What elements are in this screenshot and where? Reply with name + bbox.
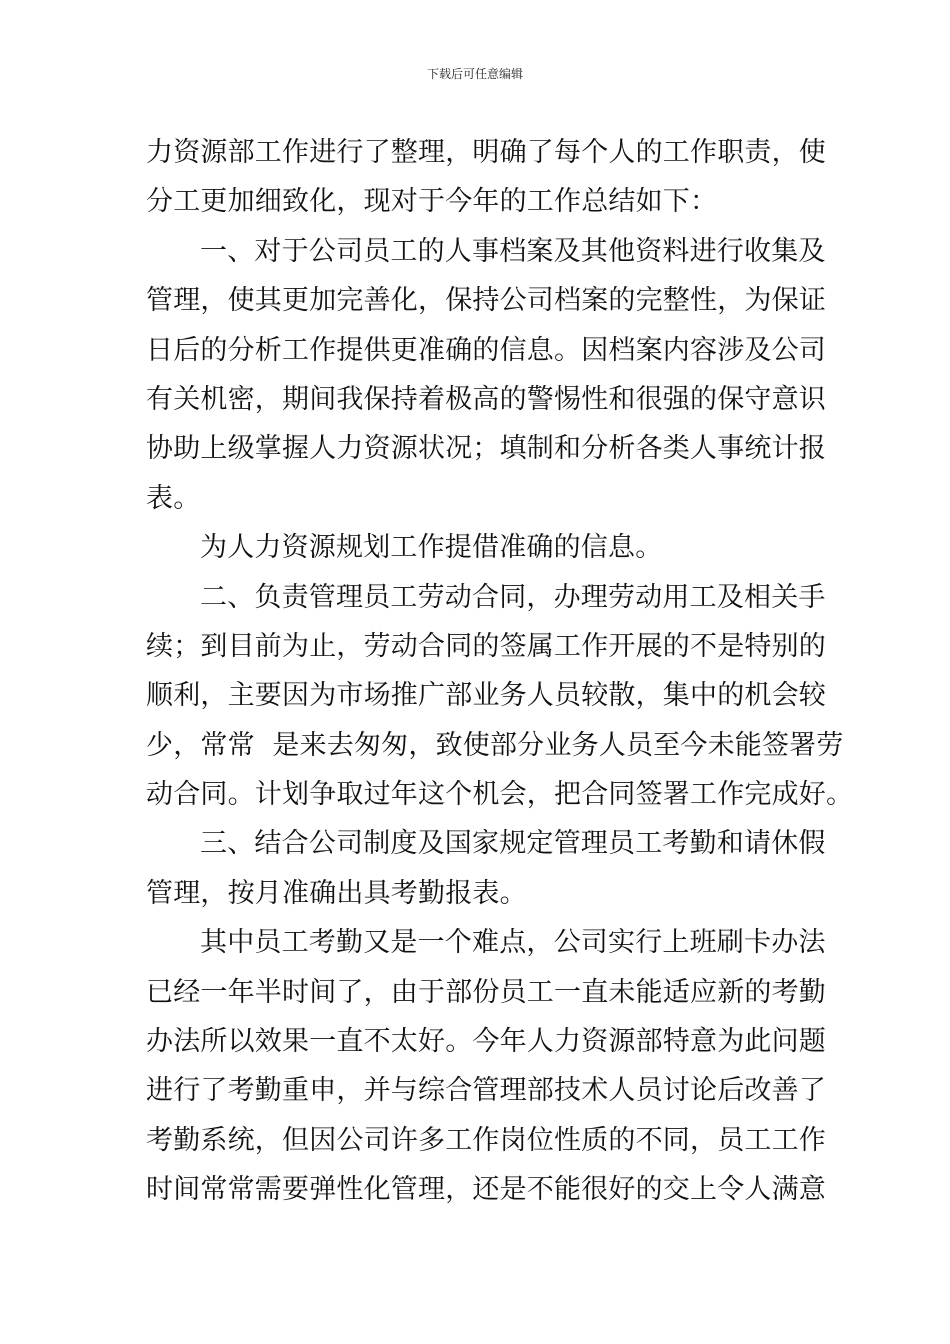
text-line: 考勤系统，但因公司许多工作岗位性质的不同，员工工作 [146, 1124, 826, 1156]
text-line: 顺利，主要因为市场推广部业务人员较散，集中的机会较 [146, 680, 826, 712]
text-line: 少，常常 是来去匆匆，致使部分业务人员至今未能签署劳 [146, 729, 844, 761]
text-line: 表。 [146, 482, 201, 514]
text-line: 二、负责管理员工劳动合同，办理劳动用工及相关手 [200, 581, 826, 613]
text-line: 管理，按月准确出具考勤报表。 [146, 877, 527, 909]
text-line: 进行了考勤重申，并与综合管理部技术人员讨论后改善了 [146, 1075, 826, 1107]
text-line: 时间常常需要弹性化管理，还是不能很好的交上令人满意 [146, 1174, 826, 1206]
text-line: 续；到目前为止，劳动合同的签属工作开展的不是特别的 [146, 630, 826, 662]
text-line: 分工更加细致化，现对于今年的工作总结如下： [146, 186, 718, 218]
text-line: 三、结合公司制度及国家规定管理员工考勤和请休假 [200, 828, 826, 860]
header-note: 下载后可任意编辑 [426, 67, 523, 81]
text-line: 为人力资源规划工作提借准确的信息。 [200, 532, 663, 564]
text-line: 协助上级掌握人力资源状况；填制和分析各类人事统计报 [146, 433, 826, 465]
document-body [146, 128, 854, 1215]
text-line: 办法所以效果一直不太好。今年人力资源部特意为此问题 [146, 1026, 826, 1058]
text-line: 其中员工考勤又是一个难点，公司实行上班刷卡办法 [200, 927, 826, 959]
text-line: 日后的分析工作提供更准确的信息。因档案内容涉及公司 [146, 334, 826, 366]
text-line: 管理，使其更加完善化，保持公司档案的完整性，为保证 [146, 285, 826, 317]
text-line: 一、对于公司员工的人事档案及其他资料进行收集及 [200, 235, 826, 267]
text-line: 有关机密，期间我保持着极高的警惕性和很强的保守意识 [146, 383, 826, 415]
text-line: 动合同。计划争取过年这个机会，把合同签署工作完成好。 [146, 779, 854, 811]
text-line: 已经一年半时间了，由于部份员工一直未能适应新的考勤 [146, 976, 826, 1008]
text-line: 力资源部工作进行了整理，明确了每个人的工作职责，使 [146, 137, 826, 168]
